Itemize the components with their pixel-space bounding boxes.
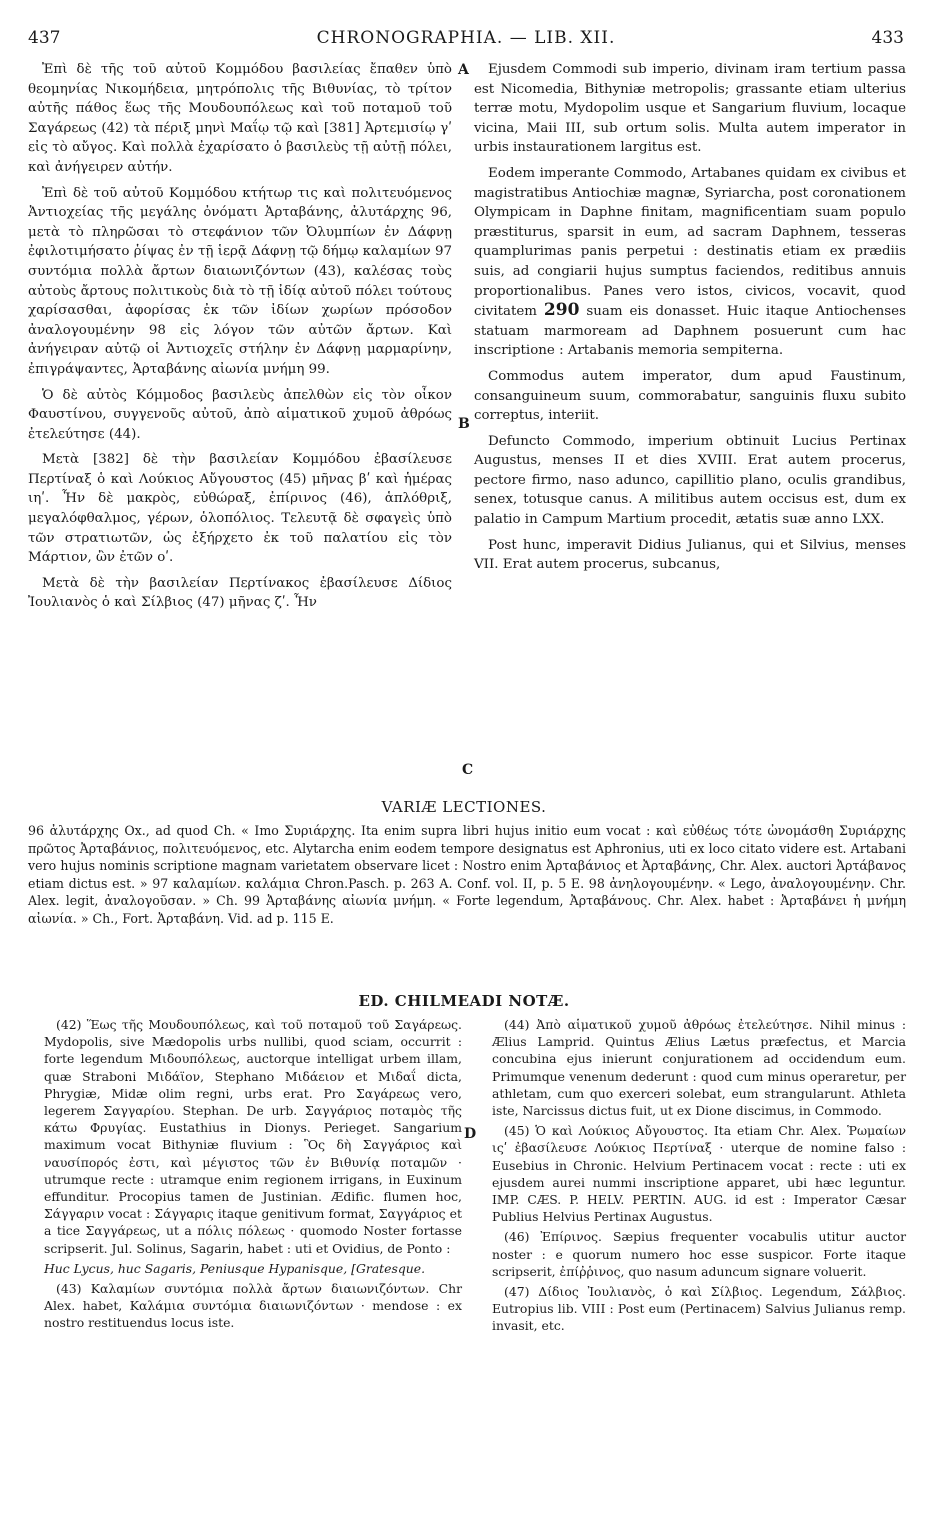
latin-paragraph: Ejusdem Commodi sub imperio, divinam iram tertium passa est Nicomedia, Bithyniæ metropolis; grassante etiam ulterius terræ motu, Mydopolim usque et Sangarium fluvium, locaque vicina, Maii III, sub ortum solis. Multa autem imperator in urbis instaurationem largitus est. bbox=[474, 62, 906, 156]
running-header bbox=[28, 28, 904, 54]
variae-heading: VARIÆ LECTIONES. bbox=[381, 798, 547, 816]
section-number: 290 bbox=[543, 300, 580, 321]
latin-paragraph: Defuncto Commodo, imperium obtinuit Lucius Pertinax Augustus, menses II et dies XVIII. Erat autem procerus, pectore firmo, naso adunco, capillitio plano, oculis grandibus, senex, totusque canus. A militibus autem occisus est, dum ex palatio in Campum Martium procedit, ætatis suæ anno LXX. bbox=[474, 433, 906, 528]
latin-paragraph bbox=[474, 164, 906, 361]
margin-letter-a: A bbox=[458, 62, 469, 78]
note-47: (47) Δίδιος Ἰουλιανὸς, ὁ καὶ Σίλβιος. Legendum, Σάλβιος. Eutropius lib. VIII : Post eum (Pertinacem) Salvius Julianus remp. invasit, etc. bbox=[492, 1284, 906, 1334]
notes-left-column bbox=[44, 1016, 462, 1335]
notes-heading: ED. CHILMEADI NOTÆ. bbox=[358, 992, 570, 1010]
greek-paragraph: Μετὰ δὲ τὴν βασιλείαν Περτίνακος ἐβασίλευσε Δίδιος Ἰουλιανὸς ὁ καὶ Σίλβιος (47) μῆνας ζʹ. Ἦν bbox=[28, 575, 452, 611]
greek-paragraph: Ὁ δὲ αὐτὸς Κόμμοδος βασιλεὺς ἀπελθὼν εἰς τὸν οἶκον Φαυστίνου, συγγενοῦς αὐτοῦ, ἀπὸ αἱματικοῦ χυμοῦ ἀθρόως ἐτελεύτησε (44). bbox=[28, 387, 452, 442]
greek-paragraph: Μετὰ [382] δὲ τὴν βασιλείαν Κομμόδου ἐβασίλευσε Περτίναξ ὁ καὶ Λούκιος Αὔγουστος (45) μῆνας βʹ καὶ ἡμέρας ιηʹ. Ἦν δὲ μακρὸς, εὐθώραξ, ἐπίρινος (46), ἁπλόθριξ, μεγαλόφθαλμος, γέρων, ὁλοπόλιος. Τελευτᾷ δὲ σφαγεὶς ὑπὸ τῶν στρατιωτῶν, ὡς ἐξήρχετο ἐκ τοῦ παλατίου εἰς τὸν Μάρτιον, ὢν ἐτῶν οʹ. bbox=[28, 452, 452, 566]
page-number-left: 437 bbox=[28, 28, 61, 48]
latin-text: Eodem imperante Commodo, Artabanes quidam ex civibus et magistratibus Antiochiæ magnæ, Syriarcha, post coronationem Olympicam in Daphne finitam, magnificentiam suam populo præstiturus, sparsit in eum, ad sacram Daphnem, tesseras quamplurimas panis perpetui : destinatis etiam ex prædiis suis, ad congiarii hujus sumptus faciendos, reditibus annuis proportionalibus. Panes vero istos, civicos, vocavit, quod civitatem bbox=[474, 165, 906, 320]
margin-letter-d: D bbox=[464, 1126, 477, 1142]
note-43: (43) Καλαμίων συντόμια πολλὰ ἄρτων διαιωνιζόντων. Chr Alex. habet, Καλάμια συντόμια διαιωνιζόντων · mendose : ex nostro restituendus locus iste. bbox=[44, 1281, 462, 1331]
latin-text: suam eis donasset. Huic itaque Antiochenses statuam marmoream ad Daphnem posuerunt cum hac inscriptione : Artabanis memoria sempiterna. bbox=[474, 304, 906, 359]
note-45: (45) Ὁ καὶ Λούκιος Αὔγουστος. Ita etiam Chr. Alex. Ῥωμαίων ιςʹ ἐβασίλευσε Λούκιος Περτίναξ · uterque de nomine falso : Eusebius in Chronic. Helvium Pertinacem vocat : recte : uti ex ejusdem aurei nummi inscriptione apparet, ubi hæc leguntur. IMP. CÆS. P. HELV. PERTIN. AUG. id est : Imperator Cæsar Publius Helvius Pertinax Augustus. bbox=[492, 1123, 906, 1225]
greek-paragraph: Ἐπὶ δὲ τοῦ αὐτοῦ Κομμόδου κτήτωρ τις καὶ πολιτευόμενος Ἀντιοχείας τῆς μεγάλης ὀνόματι Ἀρταβάνης, ἀλυτάρχης 96, μετὰ τὸ πληρῶσαι τὸ στεφάνιον τῶν Ὀλυμπίων ἐν Δάφνῃ ἐφιλοτιμήσατο ῥίψας ἐν τῇ ἱερᾷ Δάφνῃ τῷ δήμῳ καλαμίων 97 συντόμια πολλὰ ἄρτων διαιωνιζόντων (43), καλέσας τοὺς αὐτοὺς ἄρτους πολιτικοὺς διὰ τὸ τῇ ἰδίᾳ αὐτοῦ πόλει τούτους χαρίσασθαι, ἀφορίσας ἐκ τῶν ἰδίων χωρίων πρόσοδον ἀναλογουμένην 98 εἰς λόγον τῶν αὐτῶν ἄρτων. Καὶ ἀνήγειραν αὐτῷ οἱ Ἀντιοχεῖς στήλην ἐν Δάφνῃ μαρμαρίνην, ἐπιγράψαντες, Ἀρταβάνης αἰωνία μνήμη 99. bbox=[28, 185, 452, 377]
note-46: (46) Ἐπίρινος. Sæpius frequenter vocabulis utitur auctor noster : e quorum numero hoc esse suspicor. Forte itaque scripserit, ἐπίῤῥινος, quo nasum aduncum signare voluerit. bbox=[492, 1229, 906, 1279]
latin-paragraph: Post hunc, imperavit Didius Julianus, qui et Silvius, menses VII. Erat autem procerus, subcanus, bbox=[474, 537, 906, 573]
margin-letter-c: C bbox=[462, 762, 474, 778]
margin-letter-b: B bbox=[458, 416, 470, 432]
latin-paragraph: Commodus autem imperator, dum apud Faustinum, consanguineum suum, commorabatur, sanguinis fluxu subito correptus, interiit. bbox=[474, 368, 906, 424]
variae-lectiones: 96 ἀλυτάρχης Ox., ad quod Ch. « Imo Συριάρχης. Ita enim supra libri hujus initio eum vocat : καὶ εὐθέως τότε ὠνομάσθη Συριάρχης πρῶτος Ἀρταβάνιος, πολιτευόμενος, etc. Alytarcha enim eodem tempore designatus est Aphronius, uti ex loco citato videre est. Artabani vero hujus nominis scriptione magnam varietatem observare licet : Nostro enim Ἀρταβάνιος et Ἀρταβάνης, Chr. Alex. auctori Ἀρτάβανος etiam dictus est. » 97 καλαμίων. καλάμια Chron.Pasch. p. 263 A. Conf. vol. II, p. 5 E. 98 ἀνηλογουμένην. « Lego, ἀναλογουμένην. Chr. Alex. legit, ἀναλογοῦσαν. » Ch. 99 Ἀρταβάνης αἰωνία μνήμη. « Forte legendum, Ἀρταβάνους. Chr. Alex. habet : Ἀρταβάνει ἡ μνήμη αἰωνία. » Ch., Fort. Ἀρταβάνη. Vid. ad p. 115 E. bbox=[28, 823, 906, 926]
page-number-right: 433 bbox=[871, 28, 904, 48]
greek-paragraph: Ἐπὶ δὲ τῆς τοῦ αὐτοῦ Κομμόδου βασιλείας ἔπαθεν ὑπὸ θεομηνίας Νικομήδεια, μητρόπολις τῆς Βιθυνίας, τὸ τρίτον αὐτῆς πάθος ἕως τῆς Μουδουπόλεως καὶ τοῦ ποταμοῦ τοῦ Σαγάρεως (42) τὰ πέριξ μηνὶ Μαΐῳ τῷ καὶ [381] Ἀρτεμισίῳ γʹ εἰς τὸ αὔγος. Καὶ πολλὰ ἐχαρίσατο ὁ βασιλεὺς τῇ αὐτῇ πόλει, καὶ ἀνήγειρεν αὐτήν. bbox=[28, 62, 452, 175]
latin-column bbox=[474, 60, 906, 581]
notes-right-column bbox=[492, 1016, 906, 1338]
note-44: (44) Ἀπὸ αἱματικοῦ χυμοῦ ἀθρόως ἐτελεύτησε. Nihil minus : Ælius Lamprid. Quintus Ælius Lætus præfectus, et Marcia concubina ejus inierunt conjurationem ad occidendum eum. Primumque venenum dederunt : quod cum minus operaretur, per athletam, cum quo exerceri solebat, eum strangularunt. Athleta iste, Narcissus dictus fuit, ut ex Dione discimus, in Commodo. bbox=[492, 1017, 906, 1119]
note-42: (42) Ἕως τῆς Μουδουπόλεως, καὶ τοῦ ποταμοῦ τοῦ Σαγάρεως. Mydopolis, sive Mædopolis urbs nullibi, quod sciam, occurrit : forte legendum Μιδουπόλεως, auctorque intelligat urbem illam, quæ Straboni Μιδάϊον, Stephano Μιδάειον et Μιδαΐ dicta, Phrygiæ, Midæ olim regni, urbs erat. Pro Σαγάρεως vero, legerem Σαγγαρίου. Stephan. De urb. Σαγγάριος ποταμὸς τῆς κάτω Φρυγίας. Eustathius in Dionys. Perieget. Sangarium maximum vocat Bithyniæ fluvium : Ὃς δὴ Σαγγάριος καὶ ναυσίπορός ἐστι, καὶ μέγιστος τῶν ἐν Βιθυνίᾳ ποταμῶν · utrumque recte : utramque enim regionem irrigans, in Euxinum effunditur. Procopius tamen de Justinian. Ædific. flumen hoc, Σάγγαριν vocat : Σάγγαρις itaque genitivum format, Σαγγάριος et a tice Σαγγάρεως, ut a πόλις πόλεως · quomodo Noster fortasse scripserit. Jul. Solinus, Sagarin, habet : uti et Ovidius, de Ponto : bbox=[44, 1017, 462, 1256]
running-title: CHRONOGRAPHIA. — LIB. XII. bbox=[316, 28, 616, 48]
greek-column bbox=[28, 60, 452, 619]
verse-quote: Huc Lycus, huc Sagaris, Peniusque Hypanisque, [Gratesque. bbox=[44, 1260, 426, 1276]
